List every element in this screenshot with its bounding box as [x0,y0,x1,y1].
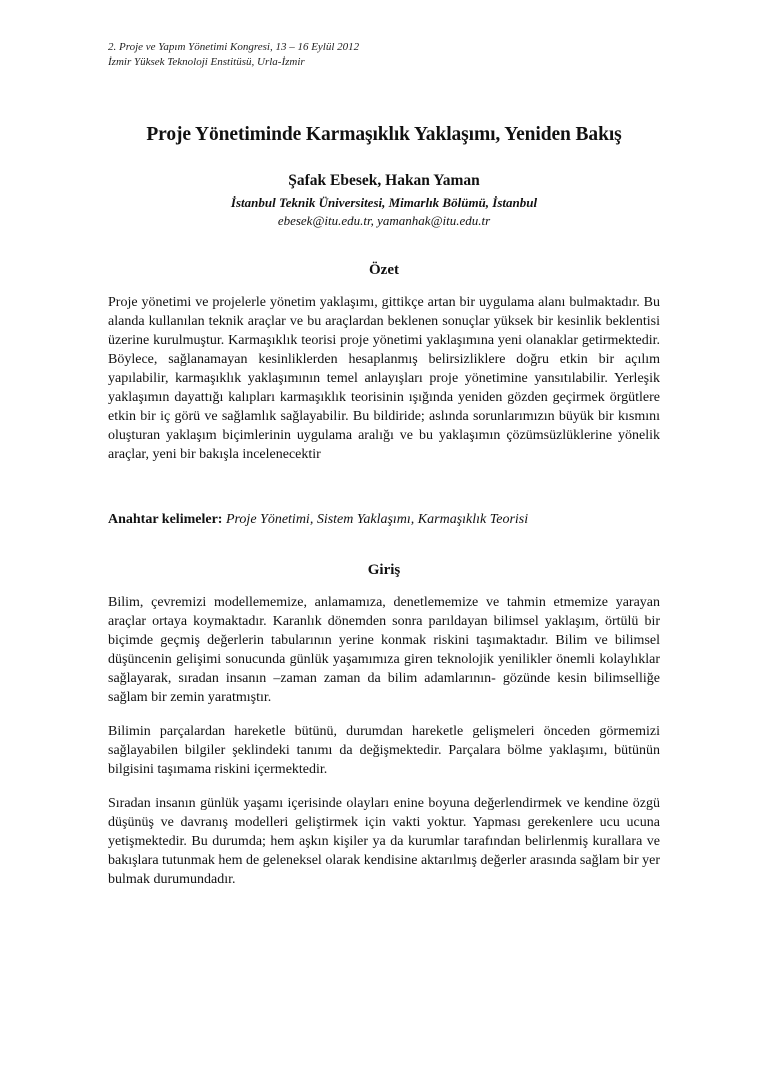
paper-authors: Şafak Ebesek, Hakan Yaman [288,172,480,189]
keywords-values: Proje Yönetimi, Sistem Yaklaşımı, Karmaşıklık Teorisi [225,512,529,527]
abstract-body: Proje yönetimi ve projelerle yönetim yaklaşımı, gittikçe artan bir uygulama alanı bulmaktadır. Bu alanda kullanılan teknik araçlar ve bu araçlardan beklenen sonuçlar yüksek bir kesinlik beklentisi üzerine kurulmuştur. Karmaşıklık teorisi proje yönetimi yaklaşımına yeni olanaklar getirmektedir. Böylece, sağlanamayan kesinliklerden hesaplanmış belirsizliklere doğru etkin bir açılım yapılabilir, karmaşıklık yaklaşımının temel anlayışları proje yönetimine yansıtılabilir. Yerleşik yaklaşımın dayattığı kalıpları karmaşıklık teorisinin ışığında yeniden gözden geçirmek örgütlere etkin bir iç görü ve sağlamlık sağlayabilir. Bu bildiride; aslında sorunlarımızın büyük bir kısmını oluşturan yaklaşım biçimlerinin uygulama aralığı ve bu yaklaşımın çözümsüzlüklerine yönelik araçlar, yeni bir bakışla incelenecektir [108,295,660,462]
conference-line: 2. Proje ve Yapım Yönetimi Kongresi, 13 – 16 Eylül 2012 [108,41,360,53]
paper-title: Proje Yönetiminde Karmaşıklık Yaklaşımı, Yeniden Bakış [146,124,622,145]
running-header [108,40,660,70]
introduction-heading: Giriş [367,562,401,578]
author-emails: ebesek@itu.edu.tr, yamanhak@itu.edu.tr [277,213,491,228]
document-page [108,40,660,889]
intro-paragraph: Bilim, çevremizi modellememize, anlamamıza, denetlememize ve tahmin etmemize yarayan araçlar ortaya koymaktadır. Karanlık dönemden sonra parıldayan bilimsel yaklaşım, örtülü bir biçimde geçmiş değerlerin tabularının yerine konmak riskini taşımaktadır. Bilim ve bilimsel düşüncenin gelişimi sonucunda günlük yaşamımıza giren teknolojik yenilikler önemli kolaylıklar sağlayarak, sıradan insanın –zaman zaman da bilim adamlarının- gözünde kesin bilimselliğe sağlam bir zemin yaratmıştır. [108,595,660,705]
intro-paragraph: Sıradan insanın günlük yaşamı içerisinde olayları enine boyuna değerlendirmek ve kendine özgü düşünüş ve davranış modelleri geliştirmek için vakti yoktur. Yapması gerekenlere ucu ucuna yetişmektedir. Bu durumda; hem aşkın kişiler ya da kurumlar tarafından belirlenmiş kurallara ve bakışlara tutunmak hem de geleneksel olarak kendisine aktarılmış değerler arasında sağlam bir yer bulmak durumundadır. [108,796,661,887]
venue-line: İzmir Yüksek Teknoloji Enstitüsü, Urla-İzmir [108,56,305,68]
abstract-heading: Özet [369,262,399,278]
intro-paragraph: Bilimin parçalardan hareketle bütünü, durumdan hareketle gelişmeleri önceden görmemizi sağlayabilen bilgiler şeklindeki tanımı da değişmektedir. Parçalara bölme yaklaşımı, bütünün bilgisini taşımama riskini içermektedir. [108,724,660,777]
paper-affiliation: İstanbul Teknik Üniversitesi, Mimarlık Bölümü, İstanbul [230,195,538,210]
keywords-line [108,510,660,529]
keywords-label: Anahtar kelimeler: [108,512,223,527]
